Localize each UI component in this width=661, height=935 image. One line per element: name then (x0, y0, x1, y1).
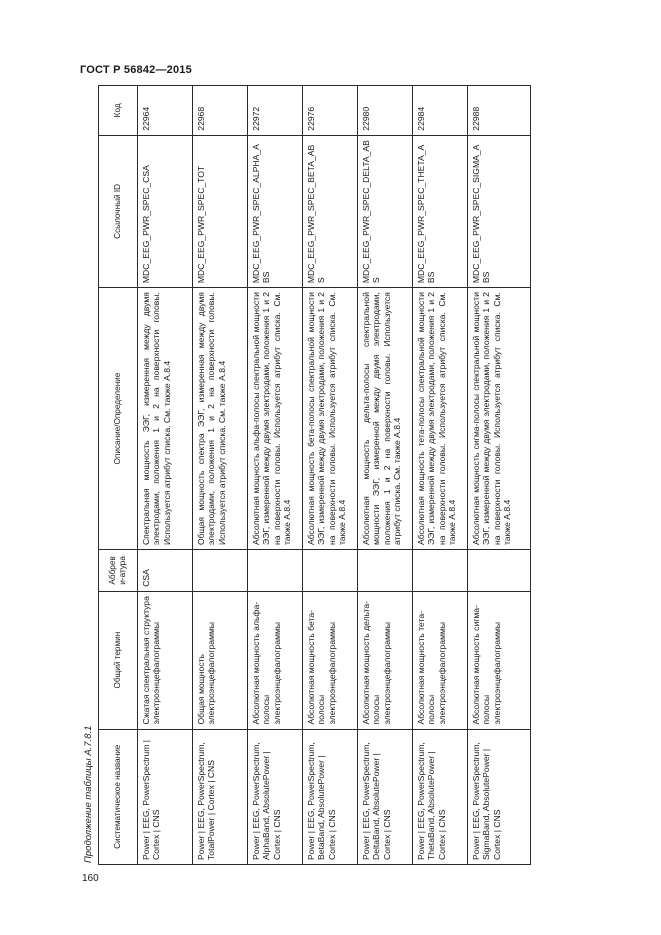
cell-code: 22988 (468, 86, 531, 136)
table-row (138, 86, 193, 865)
cell-reference-id: MDC_EEG_PWR_SPEC_DELTA_ABS (358, 135, 413, 287)
cell-systematic-name: Power | EEG, PowerSpectrum, DeltaBand, AbsolutePower | Cortex | CNS (358, 729, 413, 864)
header-code: Код (99, 86, 138, 136)
cell-abbreviation (248, 550, 303, 592)
cell-abbreviation: CSA (138, 550, 193, 592)
cell-common-term: Общая мощность электроэнцефалограммы (193, 591, 248, 729)
cell-systematic-name: Power | EEG, PowerSpectrum, AlphaBand, AbsolutePower | Cortex | CNS (248, 729, 303, 864)
cell-systematic-name: Power | EEG, PowerSpectrum, ThetaBand, AbsolutePower | Cortex | CNS (413, 729, 468, 864)
cell-reference-id: MDC_EEG_PWR_SPEC_CSA (138, 135, 193, 287)
cell-definition: Общая мощность спектра ЭЭГ, измеренная между двумя электродами, положения 1 и 2 на поверхности головы. Используется атрибут списка. См. также А.8.4 (193, 288, 248, 550)
cell-reference-id: MDC_EEG_PWR_SPEC_TOT (193, 135, 248, 287)
cell-definition: Спектральная мощность ЭЭГ, измеренная между двумя электродами, положения 1 и 2 на поверхности головы. Используется атрибут списка. См. также А.8.4 (138, 288, 193, 550)
cell-definition: Абсолютная мощность бета-полосы спектральной мощности ЭЭГ, измеренной между двумя электродами, положения 1 и 2 на поверхности головы. Используется атрибут списка. См. также А.8.4 (303, 288, 358, 550)
cell-definition: Абсолютная мощность альфа-полосы спектральной мощности ЭЭГ, измеренной между двумя электродами, положения 1 и 2 на поверхности головы. Используется атрибут списка. См. также А.8.4 (248, 288, 303, 550)
cell-common-term: Абсолютная мощность дельта-полосы электроэнцефалограммы (358, 591, 413, 729)
header-systematic-name: Систематическое название (99, 729, 138, 864)
header-common-term: Общий термин (99, 591, 138, 729)
cell-code: 22984 (413, 86, 468, 136)
cell-reference-id: MDC_EEG_PWR_SPEC_SIGMA_ABS (468, 135, 531, 287)
page-number: 160 (82, 873, 99, 884)
header-reference-id: Ссылочный ID (99, 135, 138, 287)
cell-code: 22972 (248, 86, 303, 136)
cell-code: 22976 (303, 86, 358, 136)
table-row (468, 86, 531, 865)
cell-abbreviation (358, 550, 413, 592)
cell-definition: Абсолютная мощность тета-полосы спектральной мощности ЭЭГ, измеренной между двумя электродами, положения 1 и 2 на поверхности головы. Используется атрибут списка. См. также А.8.4 (413, 288, 468, 550)
table-row (303, 86, 358, 865)
cell-common-term: Сжатая спектральная структура электроэнцефалограммы (138, 591, 193, 729)
cell-systematic-name: Power | EEG, PowerSpectrum, SigmaBand, AbsolutePower | Cortex | CNS (468, 729, 531, 864)
table-header-row (99, 86, 138, 865)
cell-abbreviation (413, 550, 468, 592)
cell-abbreviation (303, 550, 358, 592)
cell-systematic-name: Power | EEG, PowerSpectrum | Cortex | CNS (138, 729, 193, 864)
nomenclature-table (98, 85, 531, 865)
cell-definition: Абсолютная мощность дельта-полосы спектральной мощности ЭЭГ, измеренной между двумя электродами, положения 1 и 2 на поверхности головы. Используется атрибут списка. См. также А.8.4 (358, 288, 413, 550)
table-row (248, 86, 303, 865)
cell-common-term: Абсолютная мощность альфа-полосы электроэнцефалограммы (248, 591, 303, 729)
header-definition: Описание/Определение (99, 288, 138, 550)
cell-code: 22980 (358, 86, 413, 136)
table-row (193, 86, 248, 865)
cell-systematic-name: Power | EEG, PowerSpectrum, TotalPower | Cortex | CNS (193, 729, 248, 864)
header-abbreviation: Аббреви-атура (99, 550, 138, 592)
rotated-table-section (80, 85, 580, 865)
cell-definition: Абсолютная мощность сигма-полосы спектральной мощности ЭЭГ, измеренной между двумя электродами, положения 1 и 2 на поверхности головы. Используется атрибут списка. См. также А.8.4 (468, 288, 531, 550)
standard-designation: ГОСТ Р 56842—2015 (80, 64, 192, 76)
cell-reference-id: MDC_EEG_PWR_SPEC_BETA_ABS (303, 135, 358, 287)
table-continuation-caption: Продолжение таблицы А.7.8.1 (83, 725, 94, 863)
cell-common-term: Абсолютная мощность тета-полосы электроэнцефалограммы (413, 591, 468, 729)
cell-abbreviation (468, 550, 531, 592)
cell-code: 22964 (138, 86, 193, 136)
cell-reference-id: MDC_EEG_PWR_SPEC_THETA_ABS (413, 135, 468, 287)
cell-abbreviation (193, 550, 248, 592)
cell-code: 22968 (193, 86, 248, 136)
table-row (413, 86, 468, 865)
cell-systematic-name: Power | EEG, PowerSpectrum, BetaBand, AbsolutePower | Cortex | CNS (303, 729, 358, 864)
cell-common-term: Абсолютная мощность бета-полосы электроэнцефалограммы (303, 591, 358, 729)
cell-common-term: Абсолютная мощность сигма-полосы электроэнцефалограммы (468, 591, 531, 729)
cell-reference-id: MDC_EEG_PWR_SPEC_ALPHA_ABS (248, 135, 303, 287)
table-row (358, 86, 413, 865)
